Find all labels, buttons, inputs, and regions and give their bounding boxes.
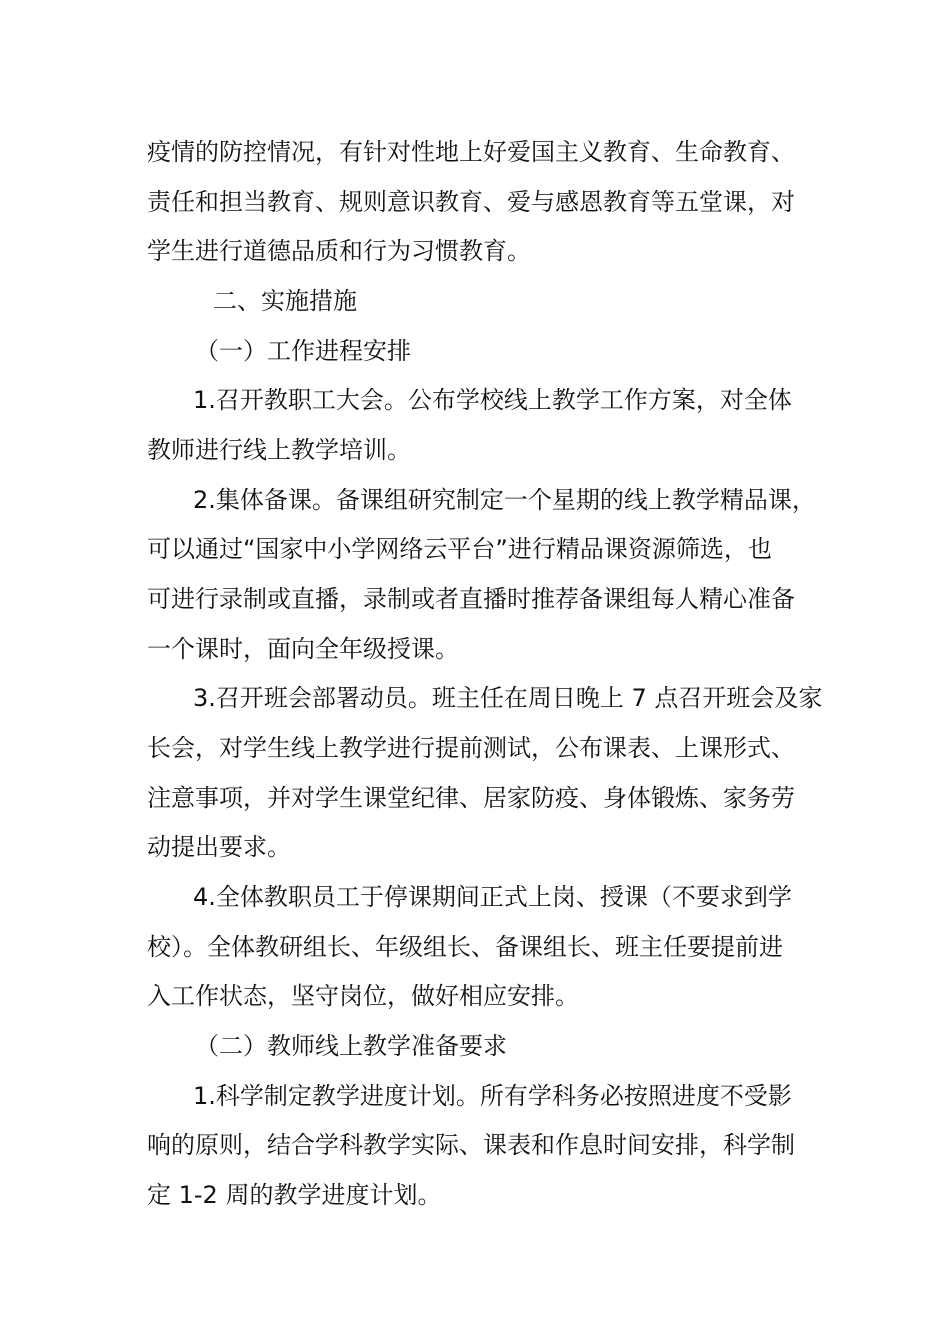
text-line: 一个课时，面向全年级授课。 <box>147 635 459 663</box>
text-line: 责任和担当教育、规则意识教育、爱与感恩教育等五堂课，对 <box>147 188 795 216</box>
text-line: 校）。全体教研组长、年级组长、备课组长、班主任要提前进 <box>147 933 783 961</box>
text-line: 3.召开班会部署动员。班主任在周日晚上 7 点召开班会及家 <box>193 684 823 712</box>
text-line: 2.集体备课。备课组研究制定一个星期的线上教学精品课， <box>193 486 816 514</box>
text-line: 疫情的防控情况，有针对性地上好爱国主义教育、生命教育、 <box>147 138 795 166</box>
text-line: 学生进行道德品质和行为习惯教育。 <box>147 237 531 265</box>
text-line: 定 1-2 周的教学进度计划。 <box>147 1181 442 1209</box>
text-line: 入工作状态，坚守岗位，做好相应安排。 <box>147 982 579 1010</box>
subsection-heading: （二）教师线上教学准备要求 <box>195 1032 507 1060</box>
text-line: 响的原则，结合学科教学实际、课表和作息时间安排，科学制 <box>147 1131 795 1159</box>
text-line: 教师进行线上教学培训。 <box>147 436 411 464</box>
text-line: 动提出要求。 <box>147 833 291 861</box>
text-line: 1.召开教职工大会。公布学校线上教学工作方案，对全体 <box>193 386 792 414</box>
text-line: 可进行录制或直播，录制或者直播时推荐备课组每人精心准备 <box>147 585 795 613</box>
text-line: 1.科学制定教学进度计划。所有学科务必按照进度不受影 <box>193 1082 792 1110</box>
text-line: 注意事项，并对学生课堂纪律、居家防疫、身体锻炼、家务劳 <box>147 784 795 812</box>
section-heading: 二、实施措施 <box>213 287 357 315</box>
text-line: 4.全体教职员工于停课期间正式上岗、授课（不要求到学 <box>193 883 792 911</box>
text-line: 长会，对学生线上教学进行提前测试，公布课表、上课形式、 <box>147 734 795 762</box>
subsection-heading: （一）工作进程安排 <box>195 337 411 365</box>
text-line: 可以通过“国家中小学网络云平台”进行精品课资源筛选，也 <box>147 535 772 563</box>
